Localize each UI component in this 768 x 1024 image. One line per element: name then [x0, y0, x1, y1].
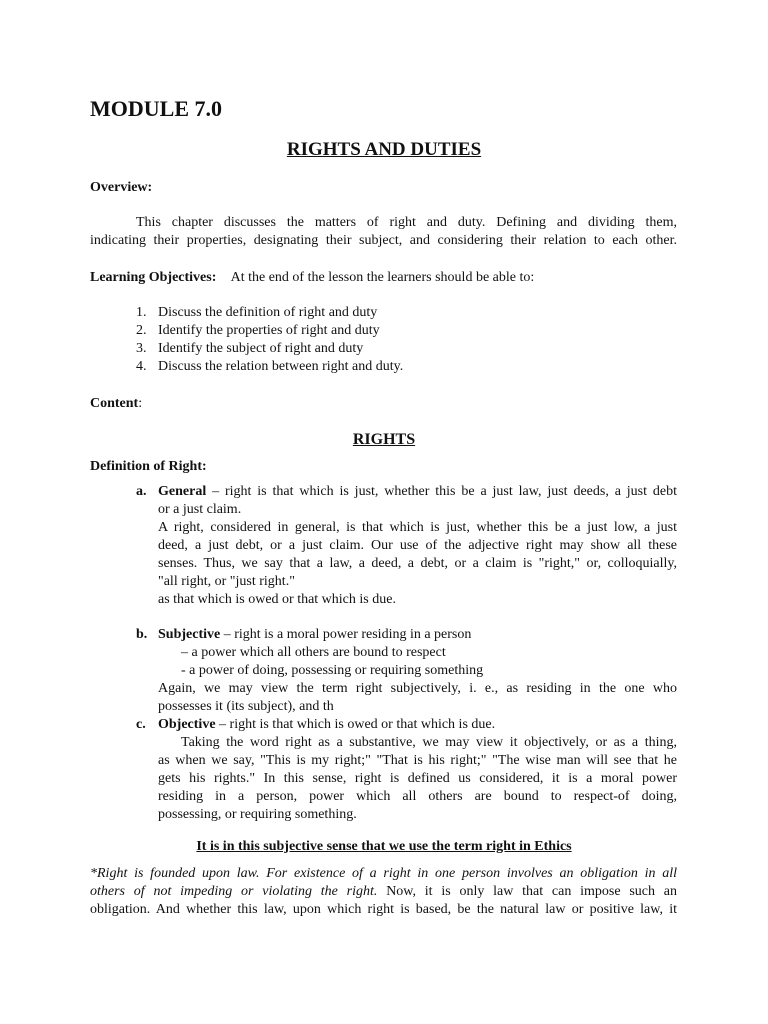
objective-text: Discuss the relation between right and duty. [158, 359, 404, 374]
subjective-letter: b. [136, 627, 148, 642]
objective-text: Identify the properties of right and duty [158, 323, 380, 338]
general-line-2: or a just claim. [158, 502, 242, 517]
subjective-line-5: possesses it (its subject), and th [158, 699, 334, 714]
general-letter: a. [136, 484, 147, 499]
closing-line-2-italic: others of not impeding or violating the right. [90, 884, 378, 899]
objective-item [136, 341, 363, 357]
objective-item [136, 323, 380, 339]
general-definition: – right is that which is just, whether this be a just law, just deeds, a just debt [206, 484, 677, 499]
general-line-1 [158, 484, 677, 500]
objective-definition: – right is that which is owed or that which is due. [215, 717, 496, 732]
objective-text: Identify the subject of right and duty [158, 341, 364, 356]
objective-number: 2. [136, 323, 147, 338]
general-line-4: deed, a just debt, or a just claim. Our use of the adjective right may show all these [158, 538, 677, 553]
objective-line-4: gets his rights." In this sense, right is defined us considered, it is a moral power [158, 771, 677, 786]
objective-letter: c. [136, 717, 146, 732]
subjective-term: Subjective [158, 627, 221, 642]
overview-line-1: This chapter discusses the matters of right and duty. Defining and dividing them, [136, 215, 677, 230]
objective-text: Discuss the definition of right and duty [158, 305, 378, 320]
general-line-3: A right, considered in general, is that which is just, whether this be a just low, a just [158, 520, 677, 535]
objectives-intro: At the end of the lesson the learners should be able to: [230, 270, 535, 285]
subjective-line-1 [158, 627, 471, 643]
subjective-definition: – right is a moral power residing in a person [220, 627, 472, 642]
subjective-line-4: Again, we may view the term right subjectively, i. e., as residing in the one who [158, 681, 677, 696]
general-line-7: as that which is owed or that which is due. [158, 592, 396, 607]
closing-line-2 [90, 884, 677, 900]
objectives-row [90, 270, 534, 286]
objective-item [136, 305, 377, 321]
page-title: RIGHTS AND DUTIES [286, 139, 482, 160]
objective-number: 1. [136, 305, 147, 320]
general-line-5: senses. Thus, we say that a law, a deed, a debt, or a claim is "right," or, colloquially, [158, 556, 677, 571]
content-colon: : [138, 396, 143, 411]
objective-line-5: residing in a person, power which all others are bound to respect-of doing, [158, 789, 677, 804]
module-number: MODULE 7.0 [90, 96, 222, 121]
content-heading: Content [90, 396, 139, 411]
rights-heading: RIGHTS [352, 431, 416, 448]
content-heading-row [90, 396, 142, 412]
objective-line-2: Taking the word right as a substantive, we may view it objectively, or as a thing, [181, 735, 677, 750]
general-term: General [158, 484, 207, 499]
subjective-line-2: – a power which all others are bound to respect [181, 645, 446, 660]
subjective-line-3: - a power of doing, possessing or requiring something [181, 663, 484, 678]
emphasis-statement: It is in this subjective sense that we use the term right in Ethics [196, 839, 572, 854]
closing-line-1: *Right is founded upon law. For existence of a right in one person involves an obligation in all [90, 866, 677, 881]
general-line-6: "all right, or "just right." [158, 574, 295, 589]
definition-heading: Definition of Right: [90, 459, 207, 474]
objective-item [136, 359, 403, 375]
objective-number: 3. [136, 341, 147, 356]
closing-line-3: obligation. And whether this law, upon which right is based, be the natural law or positive law, it [90, 902, 677, 917]
closing-line-2-rest: Now, it is only law that can impose such an [377, 884, 677, 899]
objective-line-6: possessing, or requiring something. [158, 807, 357, 822]
objective-line-1 [158, 717, 495, 733]
overview-heading: Overview: [90, 180, 153, 195]
overview-line-2: indicating their properties, designating their subject, and considering their relation to each other. [90, 233, 677, 248]
objectives-heading: Learning Objectives: [90, 270, 217, 285]
objective-number: 4. [136, 359, 147, 374]
objective-term: Objective [158, 717, 216, 732]
objective-line-3: as when we say, "This is my right;" "That is his right;" "The wise man will see that he [158, 753, 677, 768]
